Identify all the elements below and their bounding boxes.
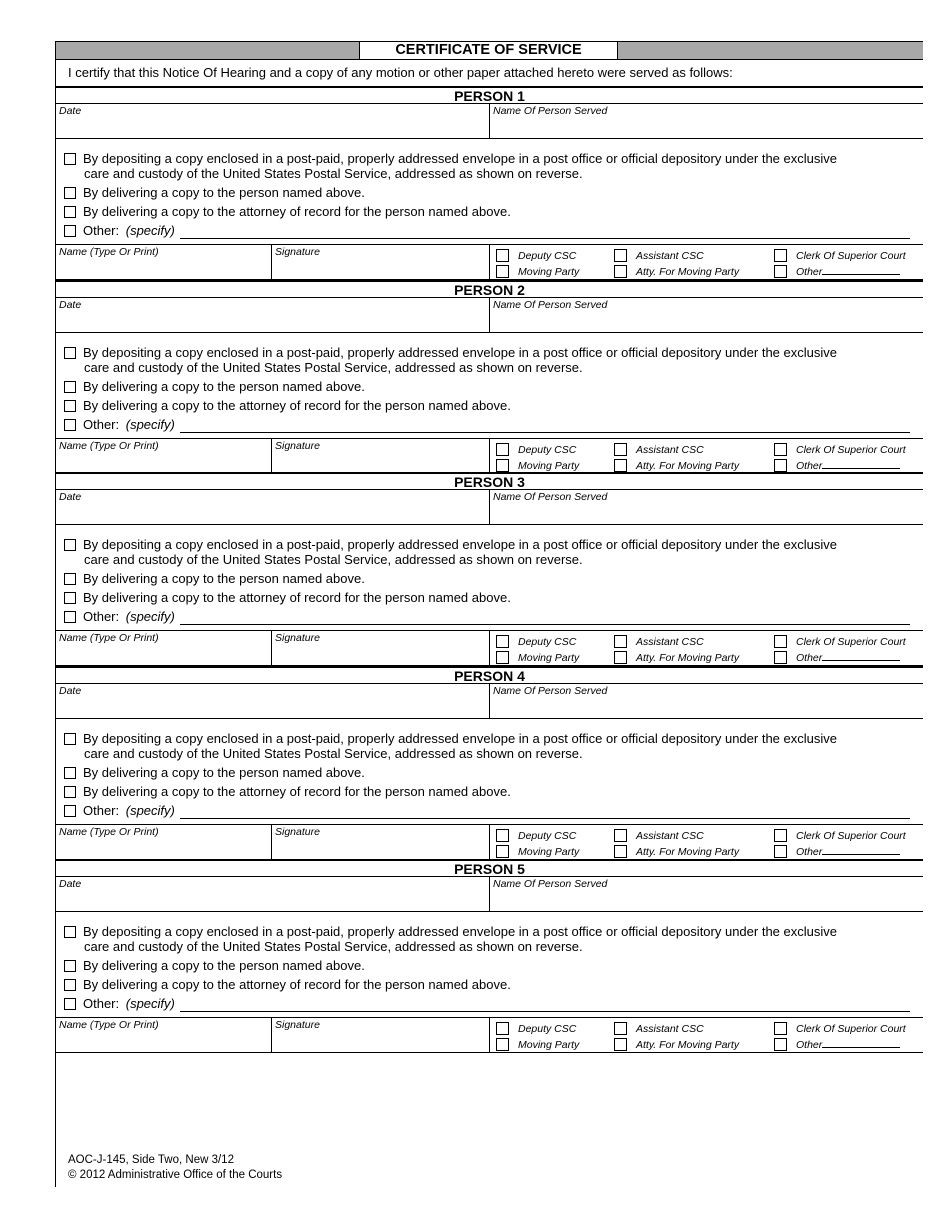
- role-text: Atty. For Moving Party: [636, 652, 740, 664]
- role-text: Atty. For Moving Party: [636, 1039, 740, 1051]
- divider: [271, 1018, 272, 1052]
- option-deposit-text-2: care and custody of the United States Postal Service, addressed as shown on reverse.: [84, 360, 583, 375]
- role-other[interactable]: [774, 1038, 900, 1051]
- role-clerk[interactable]: [774, 1022, 906, 1035]
- option-deliver-person-text: By delivering a copy to the person named above.: [83, 571, 365, 586]
- checkbox[interactable]: [496, 635, 509, 648]
- role-moving-party[interactable]: [496, 459, 579, 472]
- option-other[interactable]: [64, 417, 175, 432]
- option-deposit-text: By depositing a copy enclosed in a post-paid, properly addressed envelope in a post office or official depository under the exclusive: [83, 731, 837, 746]
- role-text: Assistant CSC: [636, 636, 704, 648]
- option-deposit-text: By depositing a copy enclosed in a post-paid, properly addressed envelope in a post office or official depository under the exclusive: [83, 924, 837, 939]
- checkbox[interactable]: [64, 733, 76, 745]
- option-deposit-text: By depositing a copy enclosed in a post-paid, properly addressed envelope in a post office or official depository under the exclusive: [83, 345, 837, 360]
- option-deliver-attorney[interactable]: [64, 398, 511, 413]
- checkbox[interactable]: [64, 539, 76, 551]
- checkbox[interactable]: [614, 265, 627, 278]
- other-specify: (specify): [125, 803, 175, 818]
- role-text: Clerk Of Superior Court: [796, 444, 906, 456]
- option-deliver-person[interactable]: [64, 185, 365, 200]
- role-deputy-csc[interactable]: [496, 829, 576, 842]
- role-text: Deputy CSC: [518, 636, 577, 648]
- signature-row: [56, 630, 923, 666]
- role-assistant-csc[interactable]: [614, 443, 704, 456]
- option-deposit[interactable]: [64, 924, 837, 939]
- other-label: Other:: [83, 223, 120, 238]
- other-label: Other:: [83, 609, 120, 624]
- option-deposit[interactable]: [64, 731, 837, 746]
- role-assistant-csc[interactable]: [614, 249, 704, 262]
- role-text: Clerk Of Superior Court: [796, 1023, 906, 1035]
- checkbox[interactable]: [496, 443, 509, 456]
- option-deliver-attorney[interactable]: [64, 977, 511, 992]
- role-text: Assistant CSC: [636, 1023, 704, 1035]
- role-text: Clerk Of Superior Court: [796, 250, 906, 262]
- checkbox[interactable]: [614, 1022, 627, 1035]
- divider: [489, 631, 490, 665]
- option-deliver-attorney-text: By delivering a copy to the attorney of record for the person named above.: [83, 590, 511, 605]
- person-heading: PERSON 3: [56, 472, 923, 489]
- role-text: Moving Party: [518, 266, 580, 278]
- role-text: Deputy CSC: [518, 250, 577, 262]
- divider: [489, 245, 490, 279]
- other-specify-line[interactable]: [180, 818, 910, 819]
- divider: [489, 104, 490, 138]
- checkbox[interactable]: [496, 829, 509, 842]
- divider: [489, 825, 490, 859]
- option-other[interactable]: [64, 803, 175, 818]
- role-text: Deputy CSC: [518, 1023, 577, 1035]
- checkbox[interactable]: [64, 786, 76, 798]
- option-deposit-text-2: care and custody of the United States Postal Service, addressed as shown on reverse.: [84, 746, 583, 761]
- option-deposit[interactable]: [64, 345, 837, 360]
- role-assistant-csc[interactable]: [614, 829, 704, 842]
- other-label: Other:: [83, 996, 120, 1011]
- role-other-blank[interactable]: [822, 1039, 900, 1048]
- role-text: Atty. For Moving Party: [636, 846, 740, 858]
- checkbox[interactable]: [64, 419, 76, 431]
- footer: [68, 1153, 282, 1183]
- role-deputy-csc[interactable]: [496, 635, 576, 648]
- role-moving-party[interactable]: [496, 651, 579, 664]
- form-title: CERTIFICATE OF SERVICE: [359, 41, 618, 60]
- date-name-row: [56, 103, 923, 139]
- name-served-label: Name Of Person Served: [493, 685, 608, 697]
- divider: [489, 1018, 490, 1052]
- option-other[interactable]: [64, 223, 175, 238]
- role-other[interactable]: [774, 845, 900, 858]
- option-other[interactable]: [64, 609, 175, 624]
- person-heading: PERSON 5: [56, 859, 923, 876]
- role-clerk[interactable]: [774, 829, 906, 842]
- signature-row: [56, 1017, 923, 1053]
- role-deputy-csc[interactable]: [496, 1022, 576, 1035]
- option-deposit[interactable]: [64, 537, 837, 552]
- role-text: Clerk Of Superior Court: [796, 636, 906, 648]
- checkbox[interactable]: [614, 443, 627, 456]
- checkbox[interactable]: [64, 767, 76, 779]
- name-print-label: Name (Type Or Print): [59, 440, 159, 452]
- divider: [271, 439, 272, 473]
- role-other[interactable]: [774, 265, 900, 278]
- person-heading: PERSON 1: [56, 86, 923, 103]
- divider: [271, 245, 272, 279]
- role-deputy-csc[interactable]: [496, 249, 576, 262]
- option-deliver-attorney[interactable]: [64, 204, 511, 219]
- certificate-form: [55, 41, 923, 1187]
- checkbox[interactable]: [774, 265, 787, 278]
- checkbox[interactable]: [614, 651, 627, 664]
- role-clerk[interactable]: [774, 635, 906, 648]
- option-other[interactable]: [64, 996, 175, 1011]
- checkbox[interactable]: [774, 829, 787, 842]
- name-print-label: Name (Type Or Print): [59, 246, 159, 258]
- checkbox[interactable]: [774, 651, 787, 664]
- checkbox[interactable]: [774, 443, 787, 456]
- role-assistant-csc[interactable]: [614, 635, 704, 648]
- name-served-label: Name Of Person Served: [493, 299, 608, 311]
- form-id: AOC-J-145, Side Two, New 3/12: [68, 1154, 234, 1166]
- checkbox[interactable]: [614, 829, 627, 842]
- option-deliver-person-text: By delivering a copy to the person named above.: [83, 379, 365, 394]
- role-text: Moving Party: [518, 846, 580, 858]
- role-other-blank[interactable]: [822, 846, 900, 855]
- other-specify: (specify): [125, 996, 175, 1011]
- checkbox[interactable]: [64, 592, 76, 604]
- other-specify-line[interactable]: [180, 238, 910, 239]
- signature-row: [56, 824, 923, 860]
- date-label: Date: [59, 491, 82, 503]
- signature-row: [56, 438, 923, 474]
- title-bar: [56, 41, 923, 60]
- other-specify: (specify): [125, 609, 175, 624]
- checkbox[interactable]: [774, 1022, 787, 1035]
- role-text: Deputy CSC: [518, 830, 577, 842]
- option-deliver-person[interactable]: [64, 571, 365, 586]
- date-label: Date: [59, 878, 82, 890]
- checkbox[interactable]: [496, 265, 509, 278]
- date-name-row: [56, 876, 923, 912]
- checkbox[interactable]: [614, 459, 627, 472]
- other-specify: (specify): [125, 417, 175, 432]
- date-label: Date: [59, 105, 82, 117]
- name-print-label: Name (Type Or Print): [59, 1019, 159, 1031]
- role-moving-party[interactable]: [496, 845, 579, 858]
- checkbox[interactable]: [64, 960, 76, 972]
- signature-label: Signature: [275, 632, 320, 644]
- checkbox[interactable]: [496, 249, 509, 262]
- role-other[interactable]: [774, 651, 900, 664]
- date-name-row: [56, 297, 923, 333]
- option-deliver-person[interactable]: [64, 958, 365, 973]
- checkbox[interactable]: [64, 187, 76, 199]
- signature-label: Signature: [275, 1019, 320, 1031]
- option-deliver-attorney[interactable]: [64, 784, 511, 799]
- option-deliver-attorney-text: By delivering a copy to the attorney of record for the person named above.: [83, 398, 511, 413]
- checkbox[interactable]: [496, 651, 509, 664]
- checkbox[interactable]: [64, 206, 76, 218]
- name-served-label: Name Of Person Served: [493, 878, 608, 890]
- option-deliver-attorney-text: By delivering a copy to the attorney of record for the person named above.: [83, 204, 511, 219]
- role-atty-moving[interactable]: [614, 651, 739, 664]
- checkbox[interactable]: [64, 573, 76, 585]
- checkbox[interactable]: [496, 459, 509, 472]
- divider: [489, 684, 490, 718]
- checkbox[interactable]: [496, 1038, 509, 1051]
- role-moving-party[interactable]: [496, 265, 579, 278]
- role-text: Atty. For Moving Party: [636, 266, 740, 278]
- checkbox[interactable]: [64, 347, 76, 359]
- person-heading: PERSON 4: [56, 666, 923, 683]
- role-text: Clerk Of Superior Court: [796, 830, 906, 842]
- date-name-row: [56, 683, 923, 719]
- checkbox[interactable]: [774, 459, 787, 472]
- option-deposit-text-2: care and custody of the United States Postal Service, addressed as shown on reverse.: [84, 939, 583, 954]
- role-text: Other: [796, 652, 823, 664]
- divider: [271, 631, 272, 665]
- checkbox[interactable]: [64, 153, 76, 165]
- checkbox[interactable]: [64, 805, 76, 817]
- role-text: Assistant CSC: [636, 444, 704, 456]
- role-text: Atty. For Moving Party: [636, 460, 740, 472]
- signature-label: Signature: [275, 246, 320, 258]
- option-deliver-person[interactable]: [64, 765, 365, 780]
- person-heading: PERSON 2: [56, 280, 923, 297]
- checkbox[interactable]: [64, 979, 76, 991]
- option-deposit-text-2: care and custody of the United States Postal Service, addressed as shown on reverse.: [84, 166, 583, 181]
- checkbox[interactable]: [496, 1022, 509, 1035]
- role-text: Assistant CSC: [636, 250, 704, 262]
- option-deposit-text: By depositing a copy enclosed in a post-paid, properly addressed envelope in a post office or official depository under the exclusive: [83, 151, 837, 166]
- option-deliver-person-text: By delivering a copy to the person named above.: [83, 765, 365, 780]
- checkbox[interactable]: [64, 400, 76, 412]
- signature-label: Signature: [275, 440, 320, 452]
- name-print-label: Name (Type Or Print): [59, 632, 159, 644]
- option-deliver-person-text: By delivering a copy to the person named above.: [83, 958, 365, 973]
- option-deposit-text-2: care and custody of the United States Postal Service, addressed as shown on reverse.: [84, 552, 583, 567]
- checkbox[interactable]: [774, 845, 787, 858]
- name-print-label: Name (Type Or Print): [59, 826, 159, 838]
- checkbox[interactable]: [614, 845, 627, 858]
- role-clerk[interactable]: [774, 443, 906, 456]
- checkbox[interactable]: [64, 381, 76, 393]
- role-text: Moving Party: [518, 652, 580, 664]
- date-label: Date: [59, 685, 82, 697]
- role-text: Other: [796, 266, 823, 278]
- option-deliver-attorney-text: By delivering a copy to the attorney of record for the person named above.: [83, 977, 511, 992]
- other-specify-line[interactable]: [180, 624, 910, 625]
- role-other-blank[interactable]: [822, 266, 900, 275]
- checkbox[interactable]: [774, 635, 787, 648]
- option-deposit[interactable]: [64, 151, 837, 166]
- checkbox[interactable]: [614, 1038, 627, 1051]
- role-deputy-csc[interactable]: [496, 443, 576, 456]
- divider: [271, 825, 272, 859]
- role-other-blank[interactable]: [822, 460, 900, 469]
- option-deliver-attorney[interactable]: [64, 590, 511, 605]
- signature-row: [56, 244, 923, 280]
- role-other[interactable]: [774, 459, 900, 472]
- divider: [489, 490, 490, 524]
- copyright: © 2012 Administrative Office of the Courts: [68, 1169, 283, 1181]
- other-specify: (specify): [125, 223, 175, 238]
- option-deliver-person[interactable]: [64, 379, 365, 394]
- checkbox[interactable]: [496, 845, 509, 858]
- role-text: Assistant CSC: [636, 830, 704, 842]
- other-label: Other:: [83, 417, 120, 432]
- option-deliver-person-text: By delivering a copy to the person named above.: [83, 185, 365, 200]
- role-text: Other: [796, 1039, 823, 1051]
- checkbox[interactable]: [774, 249, 787, 262]
- signature-label: Signature: [275, 826, 320, 838]
- checkbox[interactable]: [64, 998, 76, 1010]
- date-label: Date: [59, 299, 82, 311]
- certify-statement: I certify that this Notice Of Hearing and a copy of any motion or other paper attached hereto were served as follows:: [68, 65, 733, 80]
- other-specify-line[interactable]: [180, 432, 910, 433]
- role-atty-moving[interactable]: [614, 265, 739, 278]
- role-other-blank[interactable]: [822, 652, 900, 661]
- divider: [489, 439, 490, 473]
- role-text: Moving Party: [518, 460, 580, 472]
- role-clerk[interactable]: [774, 249, 906, 262]
- name-served-label: Name Of Person Served: [493, 491, 608, 503]
- other-specify-line[interactable]: [180, 1011, 910, 1012]
- role-text: Deputy CSC: [518, 444, 577, 456]
- date-name-row: [56, 489, 923, 525]
- checkbox[interactable]: [774, 1038, 787, 1051]
- other-label: Other:: [83, 803, 120, 818]
- role-atty-moving[interactable]: [614, 1038, 739, 1051]
- checkbox[interactable]: [64, 926, 76, 938]
- role-text: Moving Party: [518, 1039, 580, 1051]
- checkbox[interactable]: [614, 635, 627, 648]
- role-text: Other: [796, 846, 823, 858]
- option-deposit-text: By depositing a copy enclosed in a post-paid, properly addressed envelope in a post office or official depository under the exclusive: [83, 537, 837, 552]
- option-deliver-attorney-text: By delivering a copy to the attorney of record for the person named above.: [83, 784, 511, 799]
- name-served-label: Name Of Person Served: [493, 105, 608, 117]
- role-text: Other: [796, 460, 823, 472]
- checkbox[interactable]: [64, 225, 76, 237]
- checkbox[interactable]: [614, 249, 627, 262]
- role-atty-moving[interactable]: [614, 845, 739, 858]
- divider: [489, 298, 490, 332]
- role-atty-moving[interactable]: [614, 459, 739, 472]
- divider: [489, 877, 490, 911]
- role-moving-party[interactable]: [496, 1038, 579, 1051]
- role-assistant-csc[interactable]: [614, 1022, 704, 1035]
- checkbox[interactable]: [64, 611, 76, 623]
